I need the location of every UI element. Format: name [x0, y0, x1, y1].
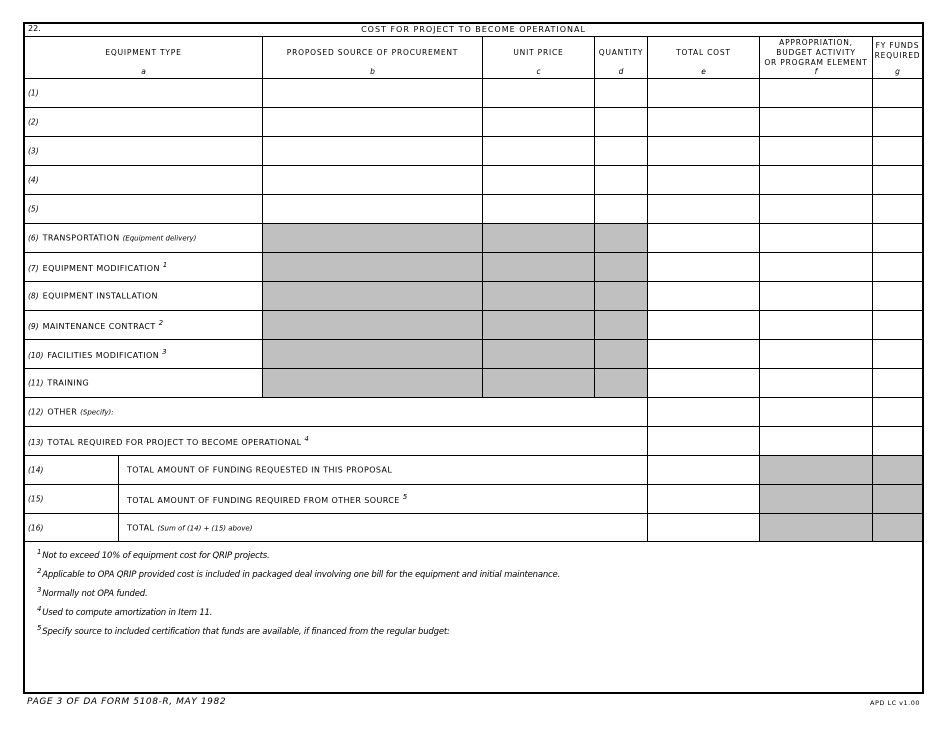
row-2-cell-total-cost[interactable] [648, 108, 760, 137]
col-header-label-line: BUDGET ACTIVITY [776, 48, 856, 57]
row-text: TRANSPORTATION [42, 233, 120, 243]
row-3-cell-unit-price[interactable] [483, 137, 595, 166]
row-6-cell-procurement-source [263, 224, 483, 253]
row-text: EQUIPMENT MODIFICATION [42, 263, 160, 273]
col-header-label [760, 38, 872, 68]
row-6-cell-appropriation[interactable] [760, 224, 873, 253]
row-7-cell-quantity [595, 253, 648, 282]
row-3-equipment-cell[interactable] [25, 137, 263, 166]
row-7-cell-procurement-source [263, 253, 483, 282]
col-header-label: TOTAL COST [676, 48, 731, 57]
row-16-label-cell [119, 514, 648, 542]
row-8-label-cell [25, 282, 263, 311]
row-15-cell-appropriation [760, 485, 873, 514]
row-11-cell-total-cost[interactable] [648, 369, 760, 398]
row-2-cell-quantity[interactable] [595, 108, 648, 137]
row-13-cell-appropriation[interactable] [760, 427, 873, 456]
row-text: TOTAL REQUIRED FOR PROJECT TO BECOME OPERATIONAL [47, 437, 302, 447]
row-text: MAINTENANCE CONTRACT [42, 321, 156, 331]
row-8-cell-unit-price [483, 282, 595, 311]
row-1-cell-unit-price[interactable] [483, 79, 595, 108]
row-number: (15) [28, 494, 44, 504]
row-15-cell-total-cost[interactable] [648, 485, 760, 514]
col-header-fy-funds [873, 36, 922, 79]
row-label [28, 89, 43, 98]
row-3-cell-total-cost[interactable] [648, 137, 760, 166]
row-label [28, 205, 43, 214]
row-12-label-cell [25, 398, 648, 427]
col-header-letter: e [701, 67, 706, 76]
form-frame [23, 22, 924, 694]
row-8-cell-quantity [595, 282, 648, 311]
row-text: TOTAL AMOUNT OF FUNDING REQUESTED IN THIS PROPOSAL [127, 465, 393, 475]
col-header-label: UNIT PRICE [513, 48, 564, 57]
row-12-cell-appropriation[interactable] [760, 398, 873, 427]
row-9-cell-fy-funds[interactable] [873, 311, 922, 340]
row-text: TOTAL [127, 523, 155, 532]
row-14-number-cell [25, 456, 119, 485]
row-3-cell-quantity[interactable] [595, 137, 648, 166]
col-header-letter: b [370, 67, 375, 76]
col-header-equipment-type [25, 36, 263, 79]
row-2-equipment-cell[interactable] [25, 108, 263, 137]
row-label [28, 147, 43, 156]
row-7-cell-fy-funds[interactable] [873, 253, 922, 282]
row-7-cell-appropriation[interactable] [760, 253, 873, 282]
row-1-cell-quantity[interactable] [595, 79, 648, 108]
row-5-cell-procurement-source[interactable] [263, 195, 483, 224]
row-9-cell-quantity [595, 311, 648, 340]
row-1-cell-total-cost[interactable] [648, 79, 760, 108]
row-9-cell-appropriation[interactable] [760, 311, 873, 340]
form-page-label: PAGE 3 OF DA FORM 5108-R, MAY 1982 [27, 697, 227, 707]
row-5-cell-fy-funds[interactable] [873, 195, 922, 224]
row-number: (9) [28, 321, 39, 331]
row-6-label-cell [25, 224, 263, 253]
row-10-cell-unit-price [483, 340, 595, 369]
row-16-number-cell [25, 514, 119, 542]
row-10-label-cell [25, 340, 263, 369]
footnote-2: $^2$Applicable to OPA QRIP provided cost is included in packaged deal involving one bill for the equipment and initial maintenance. [37, 567, 561, 580]
row-number: (10) [28, 350, 44, 360]
row-14-cell-appropriation [760, 456, 873, 485]
row-number: (8) [28, 291, 39, 301]
row-5-equipment-cell[interactable] [25, 195, 263, 224]
row-label [28, 234, 196, 243]
form-version: APD LC v1.00 [870, 699, 920, 707]
row-13-label-cell [25, 427, 648, 456]
footnote-ref: 2 [158, 319, 164, 328]
footnote-ref: 3 [162, 348, 167, 357]
row-text: OTHER [47, 407, 78, 417]
row-16-cell-appropriation [760, 514, 873, 542]
col-header-letter: a [141, 67, 146, 76]
row-2-cell-appropriation[interactable] [760, 108, 873, 137]
footnote-5: $^5$Specify source to included certification that funds are available, if financed from the regular budget: [37, 624, 450, 637]
row-11-cell-fy-funds[interactable] [873, 369, 922, 398]
row-6-cell-quantity [595, 224, 648, 253]
row-label [28, 176, 43, 185]
row-7-label-cell [25, 253, 263, 282]
row-text: TOTAL AMOUNT OF FUNDING REQUIRED FROM OTHER SOURCE [127, 495, 400, 505]
col-header-total-cost [648, 36, 760, 79]
row-4-cell-appropriation[interactable] [760, 166, 873, 195]
row-label [28, 292, 158, 301]
row-text: FACILITIES MODIFICATION [47, 350, 160, 360]
row-7-cell-unit-price [483, 253, 595, 282]
row-1-cell-appropriation[interactable] [760, 79, 873, 108]
row-6-cell-fy-funds[interactable] [873, 224, 922, 253]
row-13-cell-total-cost[interactable] [648, 427, 760, 456]
col-header-label: QUANTITY [598, 48, 644, 57]
row-14-cell-fy-funds [873, 456, 922, 485]
row-number: (7) [28, 263, 39, 273]
row-2-cell-fy-funds[interactable] [873, 108, 922, 137]
row-11-cell-unit-price [483, 369, 595, 398]
row-number: (16) [28, 523, 44, 532]
row-7-cell-total-cost[interactable] [648, 253, 760, 282]
row-label [127, 493, 408, 505]
col-header-label-line: APPROPRIATION, [779, 38, 853, 47]
row-label [28, 495, 47, 504]
row-3-cell-fy-funds[interactable] [873, 137, 922, 166]
row-number: (1) [28, 88, 39, 98]
row-12-cell-fy-funds[interactable] [873, 398, 922, 427]
row-5-cell-total-cost[interactable] [648, 195, 760, 224]
row-1-equipment-cell[interactable] [25, 79, 263, 108]
row-text: TRAINING [47, 378, 90, 388]
row-number: (12) [28, 407, 44, 417]
row-label [28, 408, 114, 417]
row-4-cell-total-cost[interactable] [648, 166, 760, 195]
row-11-label-cell [25, 369, 263, 398]
col-header-label: PROPOSED SOURCE OF PROCUREMENT [286, 48, 459, 57]
row-number: (2) [28, 117, 39, 127]
row-label [28, 523, 47, 532]
row-10-cell-appropriation[interactable] [760, 340, 873, 369]
row-15-cell-fy-funds [873, 485, 922, 514]
row-4-cell-unit-price[interactable] [483, 166, 595, 195]
col-header-label-line: OR PROGRAM ELEMENT [764, 58, 868, 67]
row-label [28, 118, 43, 127]
row-2-cell-unit-price[interactable] [483, 108, 595, 137]
col-header-unit-price [483, 36, 595, 79]
col-header-letter: d [618, 67, 624, 76]
item-number: 22. [28, 24, 41, 33]
row-15-label-cell [119, 485, 648, 514]
row-4-cell-procurement-source[interactable] [263, 166, 483, 195]
row-9-cell-unit-price [483, 311, 595, 340]
row-5-cell-appropriation[interactable] [760, 195, 873, 224]
col-header-letter: f [814, 67, 818, 76]
row-number: (14) [28, 465, 44, 475]
footnote-4: $^4$Used to compute amortization in Item 11. [37, 605, 213, 618]
col-header-letter: c [536, 67, 541, 76]
row-16-cell-fy-funds [873, 514, 922, 542]
row-15-number-cell [25, 485, 119, 514]
col-header-appropriation [760, 36, 873, 79]
row-label [28, 319, 164, 331]
row-8-cell-fy-funds[interactable] [873, 282, 922, 311]
row-14-cell-total-cost[interactable] [648, 456, 760, 485]
row-label [127, 466, 392, 475]
row-6-cell-total-cost[interactable] [648, 224, 760, 253]
row-8-cell-appropriation[interactable] [760, 282, 873, 311]
row-number: (5) [28, 204, 39, 214]
row-16-cell-total-cost[interactable] [648, 514, 760, 542]
row-4-cell-quantity[interactable] [595, 166, 648, 195]
row-13-cell-fy-funds[interactable] [873, 427, 922, 456]
row-9-cell-procurement-source [263, 311, 483, 340]
row-10-cell-quantity [595, 340, 648, 369]
row-note: (Specify): [80, 408, 114, 417]
footnote-3: $^3$Normally not OPA funded. [37, 586, 148, 599]
row-6-cell-unit-price [483, 224, 595, 253]
row-label [28, 466, 47, 475]
row-8-cell-total-cost[interactable] [648, 282, 760, 311]
row-10-cell-procurement-source [263, 340, 483, 369]
col-header-label [873, 41, 922, 61]
row-9-label-cell [25, 311, 263, 340]
row-number: (13) [28, 437, 44, 447]
row-5-cell-unit-price[interactable] [483, 195, 595, 224]
row-10-cell-total-cost[interactable] [648, 340, 760, 369]
footnote-ref: 4 [304, 435, 310, 444]
row-5-cell-quantity[interactable] [595, 195, 648, 224]
row-number: (6) [28, 233, 39, 243]
row-label [127, 523, 252, 532]
row-note: (Equipment delivery) [122, 234, 197, 243]
row-2-cell-procurement-source[interactable] [263, 108, 483, 137]
col-header-label: EQUIPMENT TYPE [105, 48, 182, 57]
row-11-cell-procurement-source [263, 369, 483, 398]
row-9-cell-total-cost[interactable] [648, 311, 760, 340]
row-12-cell-total-cost[interactable] [648, 398, 760, 427]
col-header-label-line: FY FUNDS [875, 41, 920, 50]
row-11-cell-appropriation[interactable] [760, 369, 873, 398]
row-label [28, 379, 89, 388]
col-header-procurement-source [263, 36, 483, 79]
row-label [28, 261, 168, 273]
row-4-cell-fy-funds[interactable] [873, 166, 922, 195]
row-14-label-cell [119, 456, 648, 485]
row-number: (3) [28, 146, 39, 156]
row-number: (11) [28, 378, 44, 388]
col-header-label-line: REQUIRED [874, 51, 921, 60]
row-1-cell-procurement-source[interactable] [263, 79, 483, 108]
row-text: EQUIPMENT INSTALLATION [42, 291, 158, 301]
row-1-cell-fy-funds[interactable] [873, 79, 922, 108]
row-note: (Sum of (14) + (15) above) [157, 524, 253, 532]
footnote-ref: 5 [402, 493, 408, 502]
row-10-cell-fy-funds[interactable] [873, 340, 922, 369]
col-header-quantity [595, 36, 648, 79]
row-label [28, 348, 167, 360]
form-title: COST FOR PROJECT TO BECOME OPERATIONAL [361, 25, 586, 34]
footnote-1: $^1$Not to exceed 10% of equipment cost for QRIP projects. [37, 548, 270, 561]
footnote-ref: 1 [162, 261, 168, 270]
row-11-cell-quantity [595, 369, 648, 398]
row-3-cell-appropriation[interactable] [760, 137, 873, 166]
col-header-letter: g [895, 67, 900, 76]
row-label [28, 435, 309, 447]
row-8-cell-procurement-source [263, 282, 483, 311]
row-number: (4) [28, 175, 39, 185]
row-4-equipment-cell[interactable] [25, 166, 263, 195]
row-3-cell-procurement-source[interactable] [263, 137, 483, 166]
